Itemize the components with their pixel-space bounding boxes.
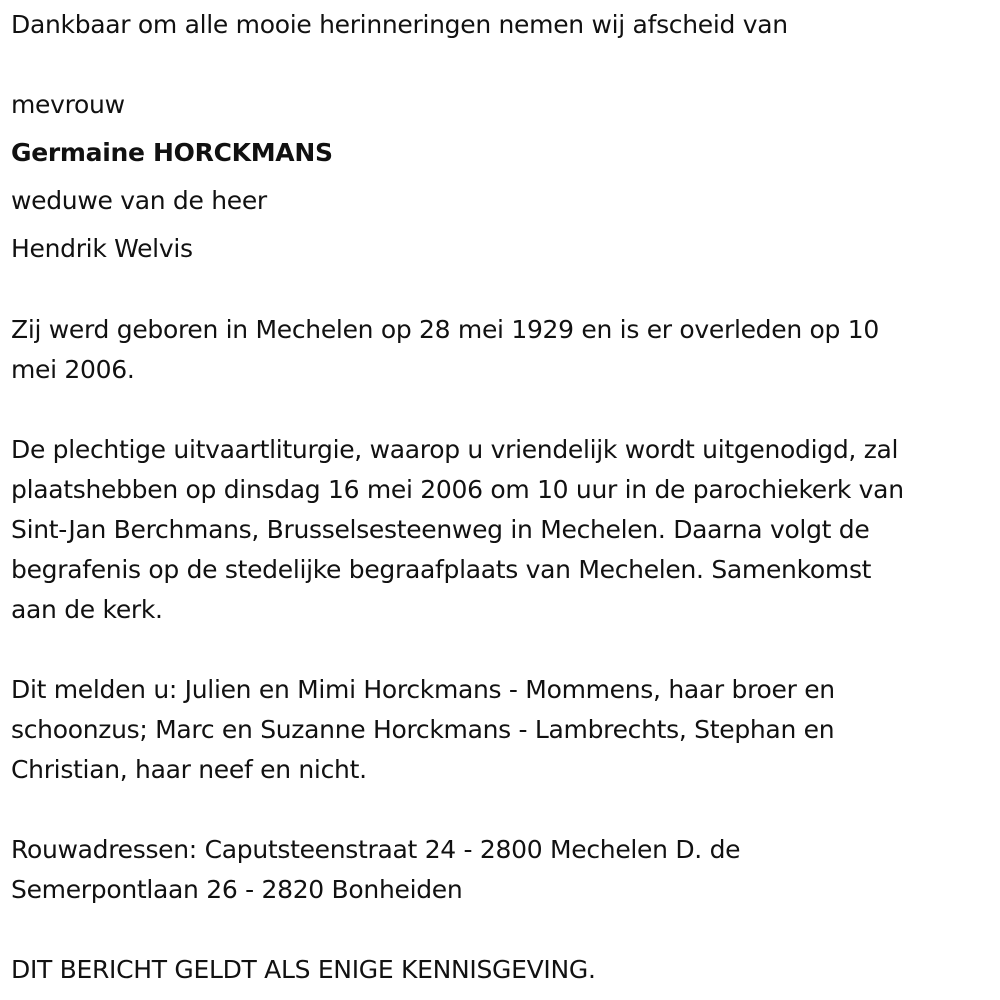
- paragraph-line: De plechtige uitvaartliturgie, waarop u vriendelijk wordt uitgenodigd, zal: [11, 435, 899, 464]
- paragraph-line: aan de kerk.: [11, 595, 163, 624]
- paragraph-line: plaatshebben op dinsdag 16 mei 2006 om 10 uur in de parochiekerk van: [11, 475, 904, 504]
- relation-text: weduwe van de heer: [11, 186, 267, 215]
- paragraph-line: Semerpontlaan 26 - 2820 Bonheiden: [11, 875, 463, 904]
- deceased-name: Germaine HORCKMANS: [11, 138, 333, 167]
- paragraph-line: Dit melden u: Julien en Mimi Horckmans - Mommens, haar broer en: [11, 675, 835, 704]
- closing-statement: DIT BERICHT GELDT ALS ENIGE KENNISGEVING.: [11, 955, 596, 984]
- paragraph-line: mei 2006.: [11, 355, 135, 384]
- paragraph-line: schoonzus; Marc en Suzanne Horckmans - Lambrechts, Stephan en: [11, 715, 835, 744]
- intro-text: Dankbaar om alle mooie herinneringen nemen wij afscheid van: [11, 10, 788, 39]
- spouse-name: Hendrik Welvis: [11, 234, 193, 263]
- title-prefix: mevrouw: [11, 90, 125, 119]
- paragraph-line: Rouwadressen: Caputsteenstraat 24 - 2800 Mechelen D. de: [11, 835, 741, 864]
- paragraph-line: Sint-Jan Berchmans, Brusselsesteenweg in Mechelen. Daarna volgt de: [11, 515, 870, 544]
- paragraph-line: Christian, haar neef en nicht.: [11, 755, 367, 784]
- paragraph-line: begrafenis op de stedelijke begraafplaats van Mechelen. Samenkomst: [11, 555, 872, 584]
- paragraph-line: Zij werd geboren in Mechelen op 28 mei 1929 en is er overleden op 10: [11, 315, 879, 344]
